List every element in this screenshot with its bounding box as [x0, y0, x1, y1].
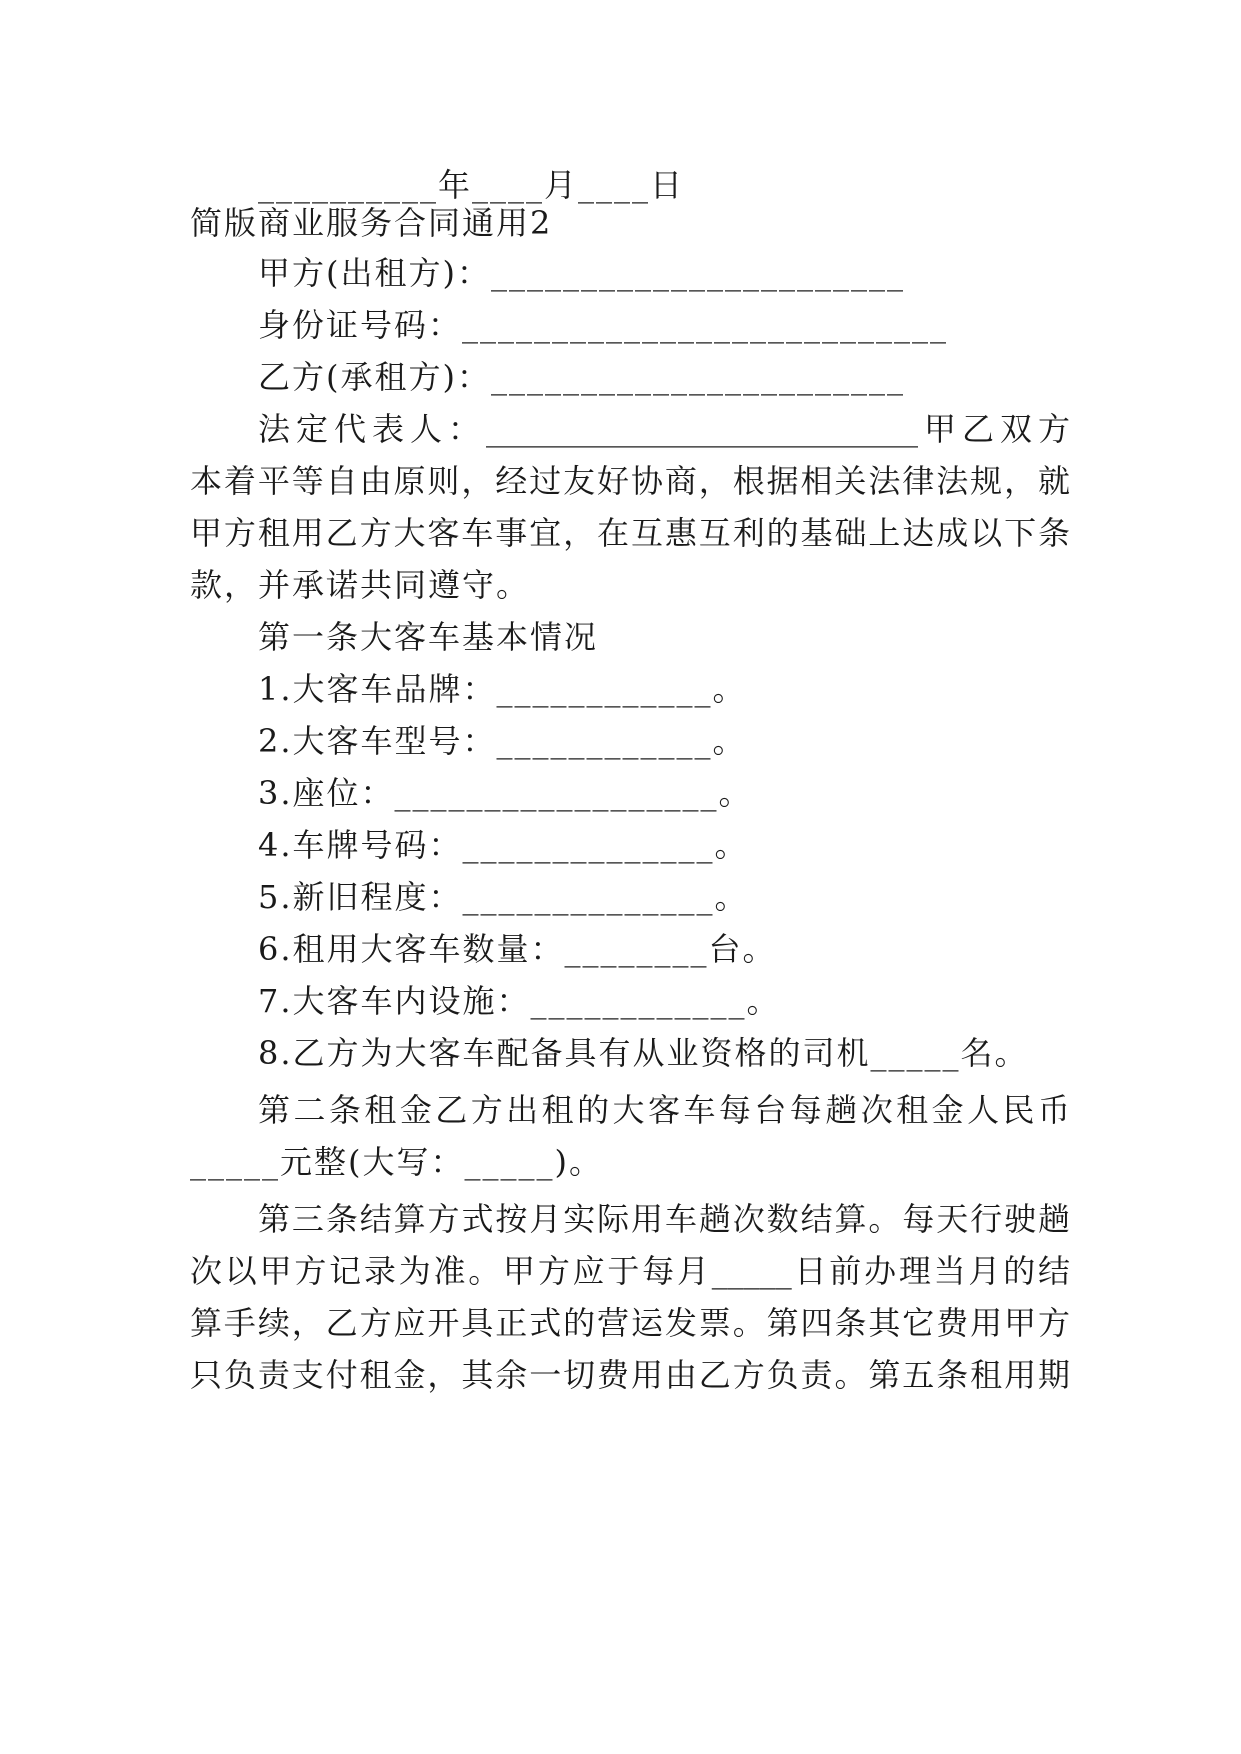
item-2-model: 2.大客车型号：____________。	[258, 722, 747, 760]
item-3-seats: 3.座位：__________________。	[258, 774, 753, 812]
item-8-drivers: 8.乙方为大客车配备具有从业资格的司机_____名。	[258, 1034, 1029, 1072]
document-title: 简版商业服务合同通用2	[190, 204, 553, 242]
party-b-line: 乙方(承租方)：_______________________	[258, 358, 905, 396]
item-6-quantity: 6.租用大客车数量：________台。	[258, 930, 777, 968]
legal-rep-line: 法定代表人：___________________________甲乙双方	[258, 410, 1070, 448]
article-1-heading: 第一条大客车基本情况	[258, 618, 599, 656]
party-a-line: 甲方(出租方)：_______________________	[258, 254, 905, 292]
preamble-line-1: 本着平等自由原则，经过友好协商，根据相关法律法规，就	[190, 462, 1070, 500]
item-1-brand: 1.大客车品牌：____________。	[258, 670, 747, 708]
item-4-plate: 4.车牌号码：______________。	[258, 826, 749, 864]
article-3-line-2: 次以甲方记录为准。甲方应于每月_____日前办理当月的结	[190, 1252, 1070, 1290]
item-7-facilities: 7.大客车内设施：____________。	[258, 982, 781, 1020]
article-2-line-2: _____元整(大写：_____)。	[190, 1143, 603, 1181]
preamble-line-3: 款，并承诺共同遵守。	[190, 566, 531, 604]
article-2-line-1: 第二条租金乙方出租的大客车每台每趟次租金人民币	[258, 1091, 1070, 1129]
article-3-line-1: 第三条结算方式按月实际用车趟次数结算。每天行驶趟	[258, 1200, 1070, 1238]
id-number-line: 身份证号码：___________________________	[258, 306, 949, 344]
article-3-line-3: 算手续，乙方应开具正式的营运发票。第四条其它费用甲方	[190, 1304, 1070, 1342]
article-4-5-line: 只负责支付租金，其余一切费用由乙方负责。第五条租用期	[190, 1356, 1070, 1394]
preamble-line-2: 甲方租用乙方大客车事宜，在互惠互利的基础上达成以下条	[190, 514, 1070, 552]
item-5-condition: 5.新旧程度：______________。	[258, 878, 749, 916]
date-line: __________年____月____日	[258, 166, 685, 204]
